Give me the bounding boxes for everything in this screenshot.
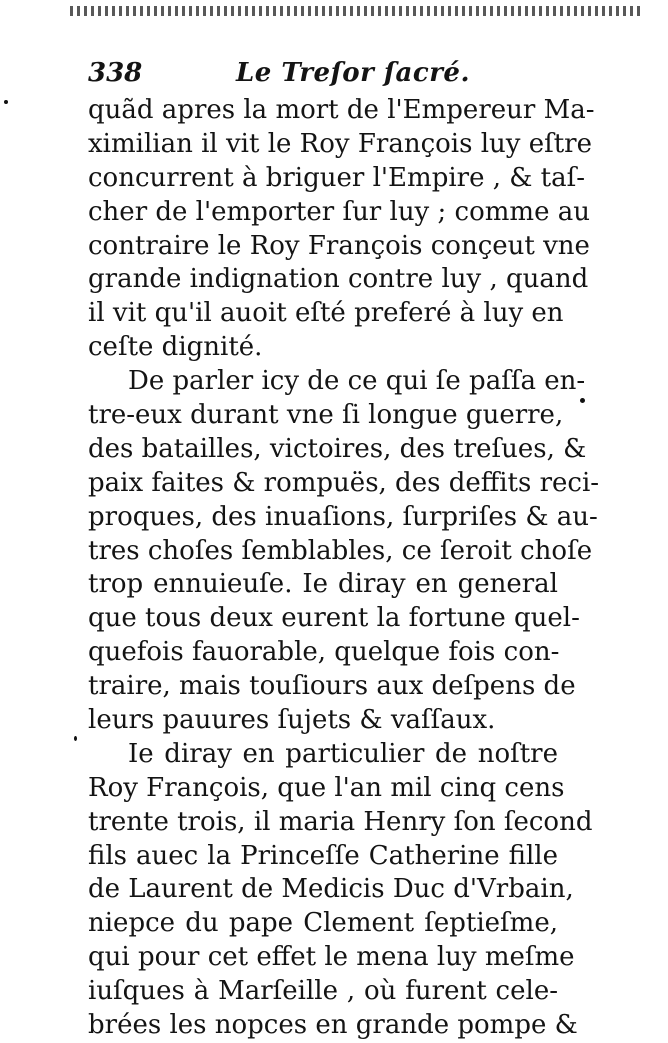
text-line: proques, des inuaſions, ſurpriſes & au- — [88, 501, 598, 532]
ink-speck — [74, 736, 77, 741]
text-line: quefois fauorable, quelque fois con- — [88, 637, 560, 668]
text-line: ceſte dignité. — [88, 332, 263, 363]
text-line: concurrent à briguer l'Empire , & taſ- — [88, 162, 586, 193]
ink-speck — [580, 398, 585, 403]
paragraph-start-line: Ie diray en particulier de noſtre — [128, 738, 558, 769]
running-title: Le Treſor ſacré. — [236, 58, 471, 88]
text-line: iuſques à Marſeille , où furent cele- — [88, 976, 558, 1007]
text-line: de Laurent de Medicis Duc d'Vrbain, — [88, 874, 574, 905]
text-line: grande indignation contre luy , quand — [88, 264, 589, 295]
text-line: tres choſes ſemblables, ce ſeroit choſe — [88, 535, 593, 566]
page-header — [88, 58, 558, 94]
page-number: 338 — [88, 58, 143, 88]
text-line: contraire le Roy François conçeut vne — [88, 230, 590, 261]
text-line: brées les nopces en grande pompe & — [88, 1010, 578, 1041]
paragraph-start-line: De parler icy de ce qui ſe paſſa en- — [128, 366, 586, 397]
ink-speck — [4, 100, 8, 104]
text-line: cher de l'emporter ſur luy ; comme au — [88, 196, 590, 227]
text-line: leurs pauures ſujets & vaſſaux. — [88, 705, 496, 736]
text-line: paix faites & rompuës, des deffits reci- — [88, 467, 600, 498]
text-line: ximilian il vit le Roy François luy eſtre — [88, 128, 592, 159]
text-line: trop ennuieuſe. Ie diray en general — [88, 569, 558, 600]
text-line: niepce du pape Clement ſeptieſme, — [88, 908, 558, 939]
text-line: des batailles, victoires, des treſues, & — [88, 433, 587, 464]
text-line: quãd apres la mort de l'Empereur Ma- — [88, 95, 595, 125]
text-line: traire, mais touſiours aux deſpens de — [88, 671, 576, 702]
body-text — [88, 94, 600, 1043]
text-line: fils auec la Princeſſe Catherine fille — [88, 840, 558, 871]
text-line: il vit qu'il auoit eſté preferé à luy en — [88, 298, 564, 329]
text-line: qui pour cet effet le mena luy meſme — [88, 942, 575, 973]
text-line: Roy François, que l'an mil cinq cens — [88, 772, 565, 803]
text-line: que tous deux eurent la fortune quel- — [88, 603, 580, 634]
text-line: trente trois, il maria Henry ſon ſecond — [88, 806, 593, 837]
text-line: tre-eux durant vne ſi longue guerre, — [88, 400, 564, 431]
top-ornament-rule — [70, 6, 640, 16]
